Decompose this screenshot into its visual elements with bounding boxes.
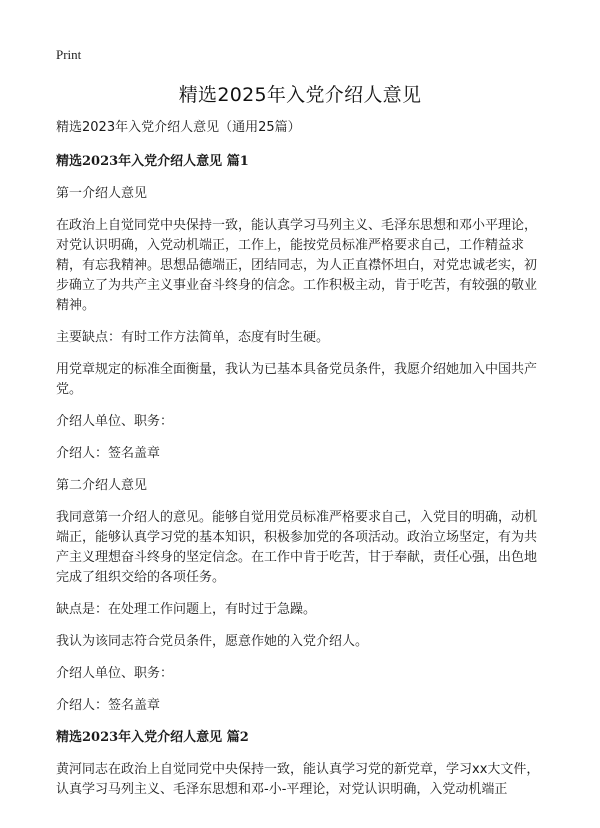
document-subtitle: 精选2023年入党介绍人意见（通用25篇） — [56, 120, 301, 135]
paragraph: 第一介绍人意见 — [56, 186, 148, 201]
paragraph: 介绍人：签名盖章 — [56, 446, 161, 461]
paragraph: 主要缺点：有时工作方法简单，态度有时生硬。 — [56, 330, 330, 345]
paragraph: 黄河同志在政治上自觉同党中央保持一致，能认真学习党的新党章，学习xx大文件，认真学习马列主义、毛泽东思想和邓-小-平理论，对党认识明确，入党动机端正 — [56, 762, 540, 797]
paragraph: 介绍人单位、职务： — [56, 414, 174, 429]
paragraph: 缺点是：在处理工作问题上，有时过于急躁。 — [56, 602, 317, 617]
paragraph: 介绍人：签名盖章 — [56, 698, 161, 713]
document-body — [56, 118, 548, 812]
print-link[interactable]: Print — [56, 47, 82, 62]
paragraph: 我同意第一介绍人的意见。能够自觉用党员标准严格要求自己，入党目的明确，动机端正，能够认真学习党的基本知识，积极参加党的各项活动。政治立场坚定，有为共产主义理想奋斗终身的坚定信念。在工作中肯于吃苦，甘于奉献，责任心强，出色地完成了组织交给的各项任务。 — [56, 510, 538, 585]
section-heading-1: 精选2023年入党介绍人意见 篇1 — [56, 154, 249, 169]
paragraph: 第二介绍人意见 — [56, 478, 148, 493]
paragraph: 介绍人单位、职务： — [56, 666, 174, 681]
page-title: 精选2025年入党介绍人意见 — [178, 84, 422, 106]
paragraph: 在政治上自觉同党中央保持一致，能认真学习马列主义、毛泽东思想和邓小平理论，对党认识明确，入党动机端正，工作上，能按党员标准严格要求自己，工作精益求精，有忘我精神。思想品德端正，团结同志，为人正直襟怀坦白，对党忠诚老实，初步确立了为共产主义事业奋斗终身的信念。工作积极主动，肯于吃苦，有较强的敬业精神。 — [56, 218, 538, 313]
section-heading-2: 精选2023年入党介绍人意见 篇2 — [56, 730, 249, 745]
paragraph: 我认为该同志符合党员条件，愿意作她的入党介绍人。 — [56, 634, 369, 649]
paragraph: 用党章规定的标准全面衡量，我认为已基本具备党员条件，我愿介绍她加入中国共产党。 — [56, 362, 538, 397]
